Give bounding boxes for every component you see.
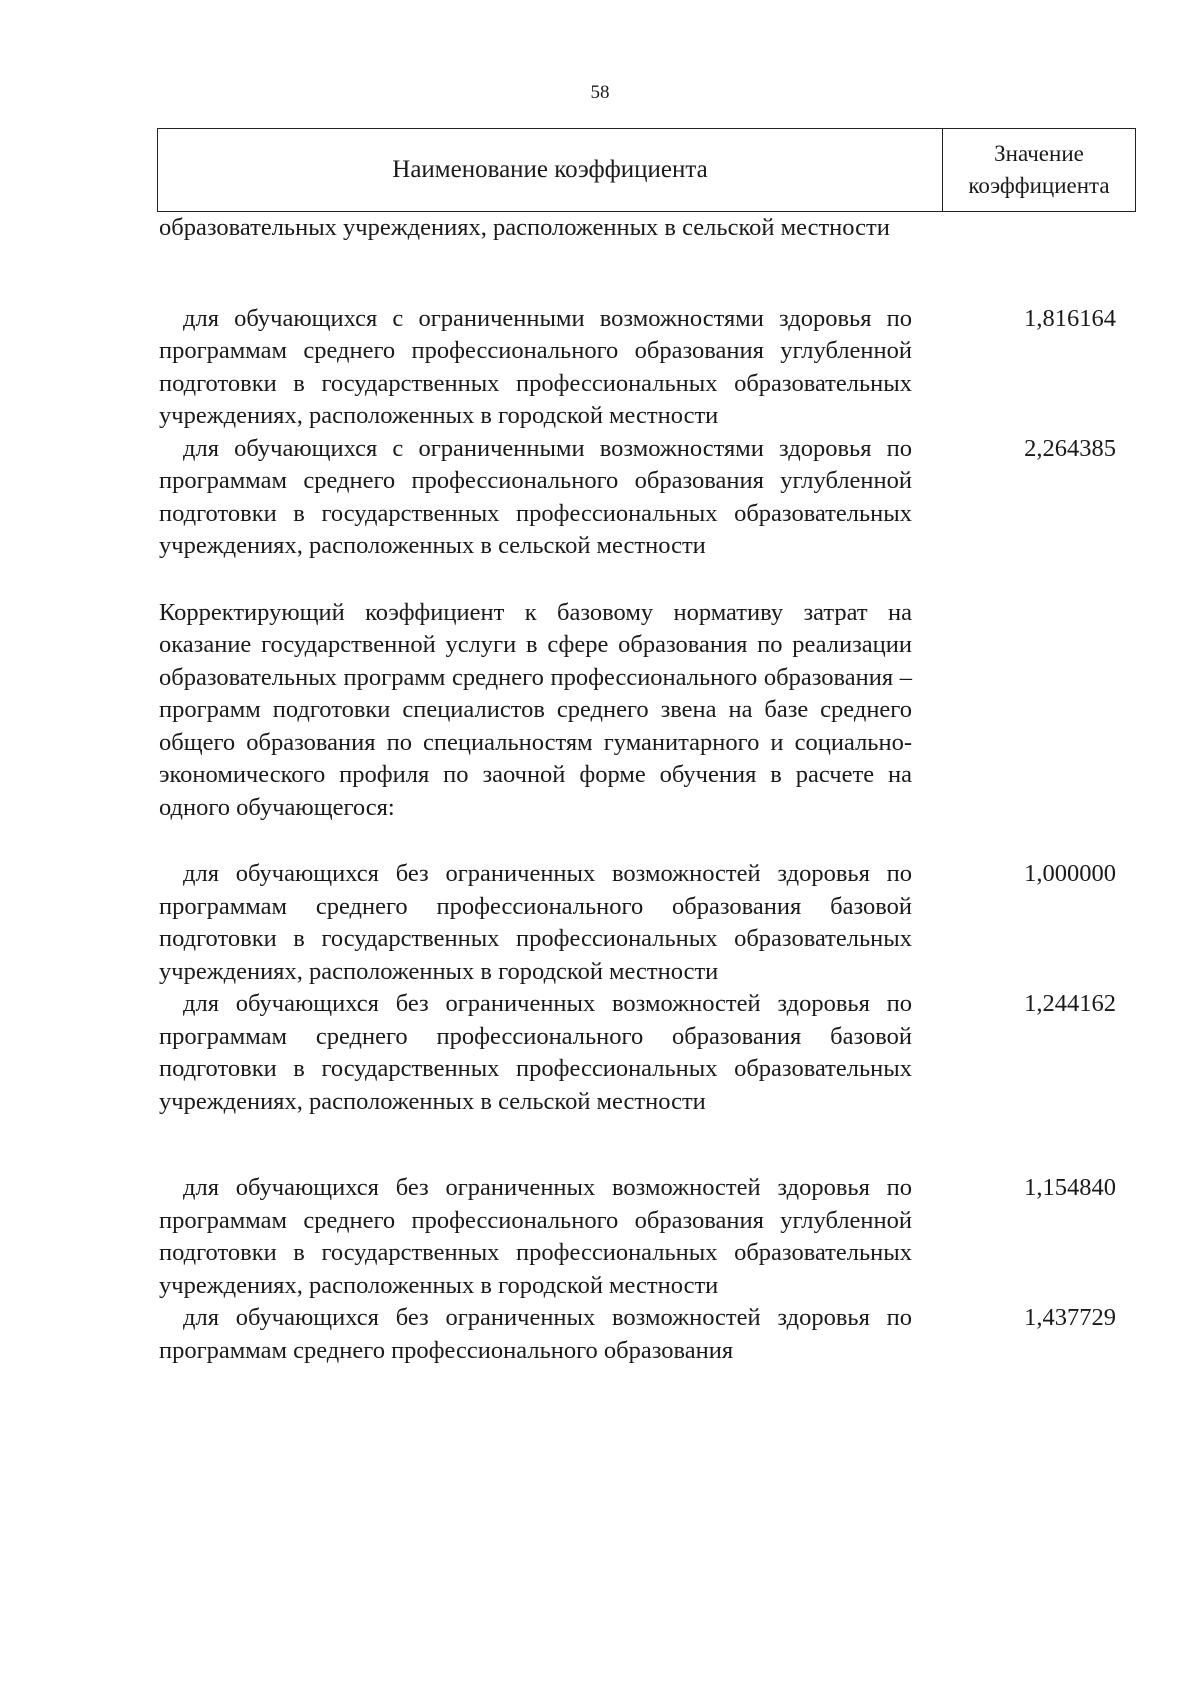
row-coefficient: 1,000000 [1024,860,1116,887]
column-header-value-line2: коэффициента [968,173,1110,198]
page-number: 58 [590,82,610,103]
table-body [159,212,1136,1367]
row-description: для обучающихся без ограниченных возможностей здоровья по программам среднего профессионального образования базовой подготовки в государственных профессиональных образовательных учреждениях, расположенных в сельской местности [159,990,912,1115]
row-description: для обучающихся без ограниченных возможностей здоровья по программам среднего профессионального образования [159,1304,912,1364]
table-row [159,988,1136,1118]
table-row [159,597,1136,825]
table-row [159,433,1136,563]
table-row [159,303,1136,433]
row-description: Корректирующий коэффициент к базовому нормативу затрат на оказание государственной услуги в сфере образования по реализации образовательных программ среднего профессионального образования – программ подготовки специалистов среднего звена на базе среднего общего образования по специальностям гуманитарного и социально-экономического профиля по заочной форме обучения в расчете на одного обучающегося: [159,598,912,821]
table-header [157,128,1136,212]
row-description: образовательных учреждениях, расположенных в сельской местности [159,214,890,241]
row-description: для обучающихся с ограниченными возможностями здоровья по программам среднего профессионального образования углубленной подготовки в государственных профессиональных образовательных учреждениях, расположенных в городской местности [159,304,912,429]
row-description: для обучающихся без ограниченных возможностей здоровья по программам среднего профессионального образования базовой подготовки в государственных профессиональных образовательных учреждениях, расположенных в городской местности [159,860,912,985]
table-row [159,1172,1136,1302]
column-header-value-line1: Значение [994,141,1084,166]
table-row [159,212,1136,245]
row-coefficient: 1,244162 [1024,990,1116,1017]
column-header-value [943,129,1135,211]
row-coefficient: 1,437729 [1024,1304,1116,1331]
column-header-name: Наименование коэффициента [158,129,943,211]
row-coefficient: 1,154840 [1024,1174,1116,1201]
table-row [159,1302,1136,1367]
row-description: для обучающихся без ограниченных возможностей здоровья по программам среднего профессионального образования углубленной подготовки в государственных профессиональных образовательных учреждениях, расположенных в городской местности [159,1174,912,1299]
row-coefficient: 2,264385 [1024,434,1116,462]
row-coefficient: 1,816164 [1024,304,1116,332]
table-row [159,858,1136,988]
row-description: для обучающихся с ограниченными возможностями здоровья по программам среднего профессионального образования углубленной подготовки в государственных профессиональных образовательных учреждениях, расположенных в сельской местности [159,434,912,559]
